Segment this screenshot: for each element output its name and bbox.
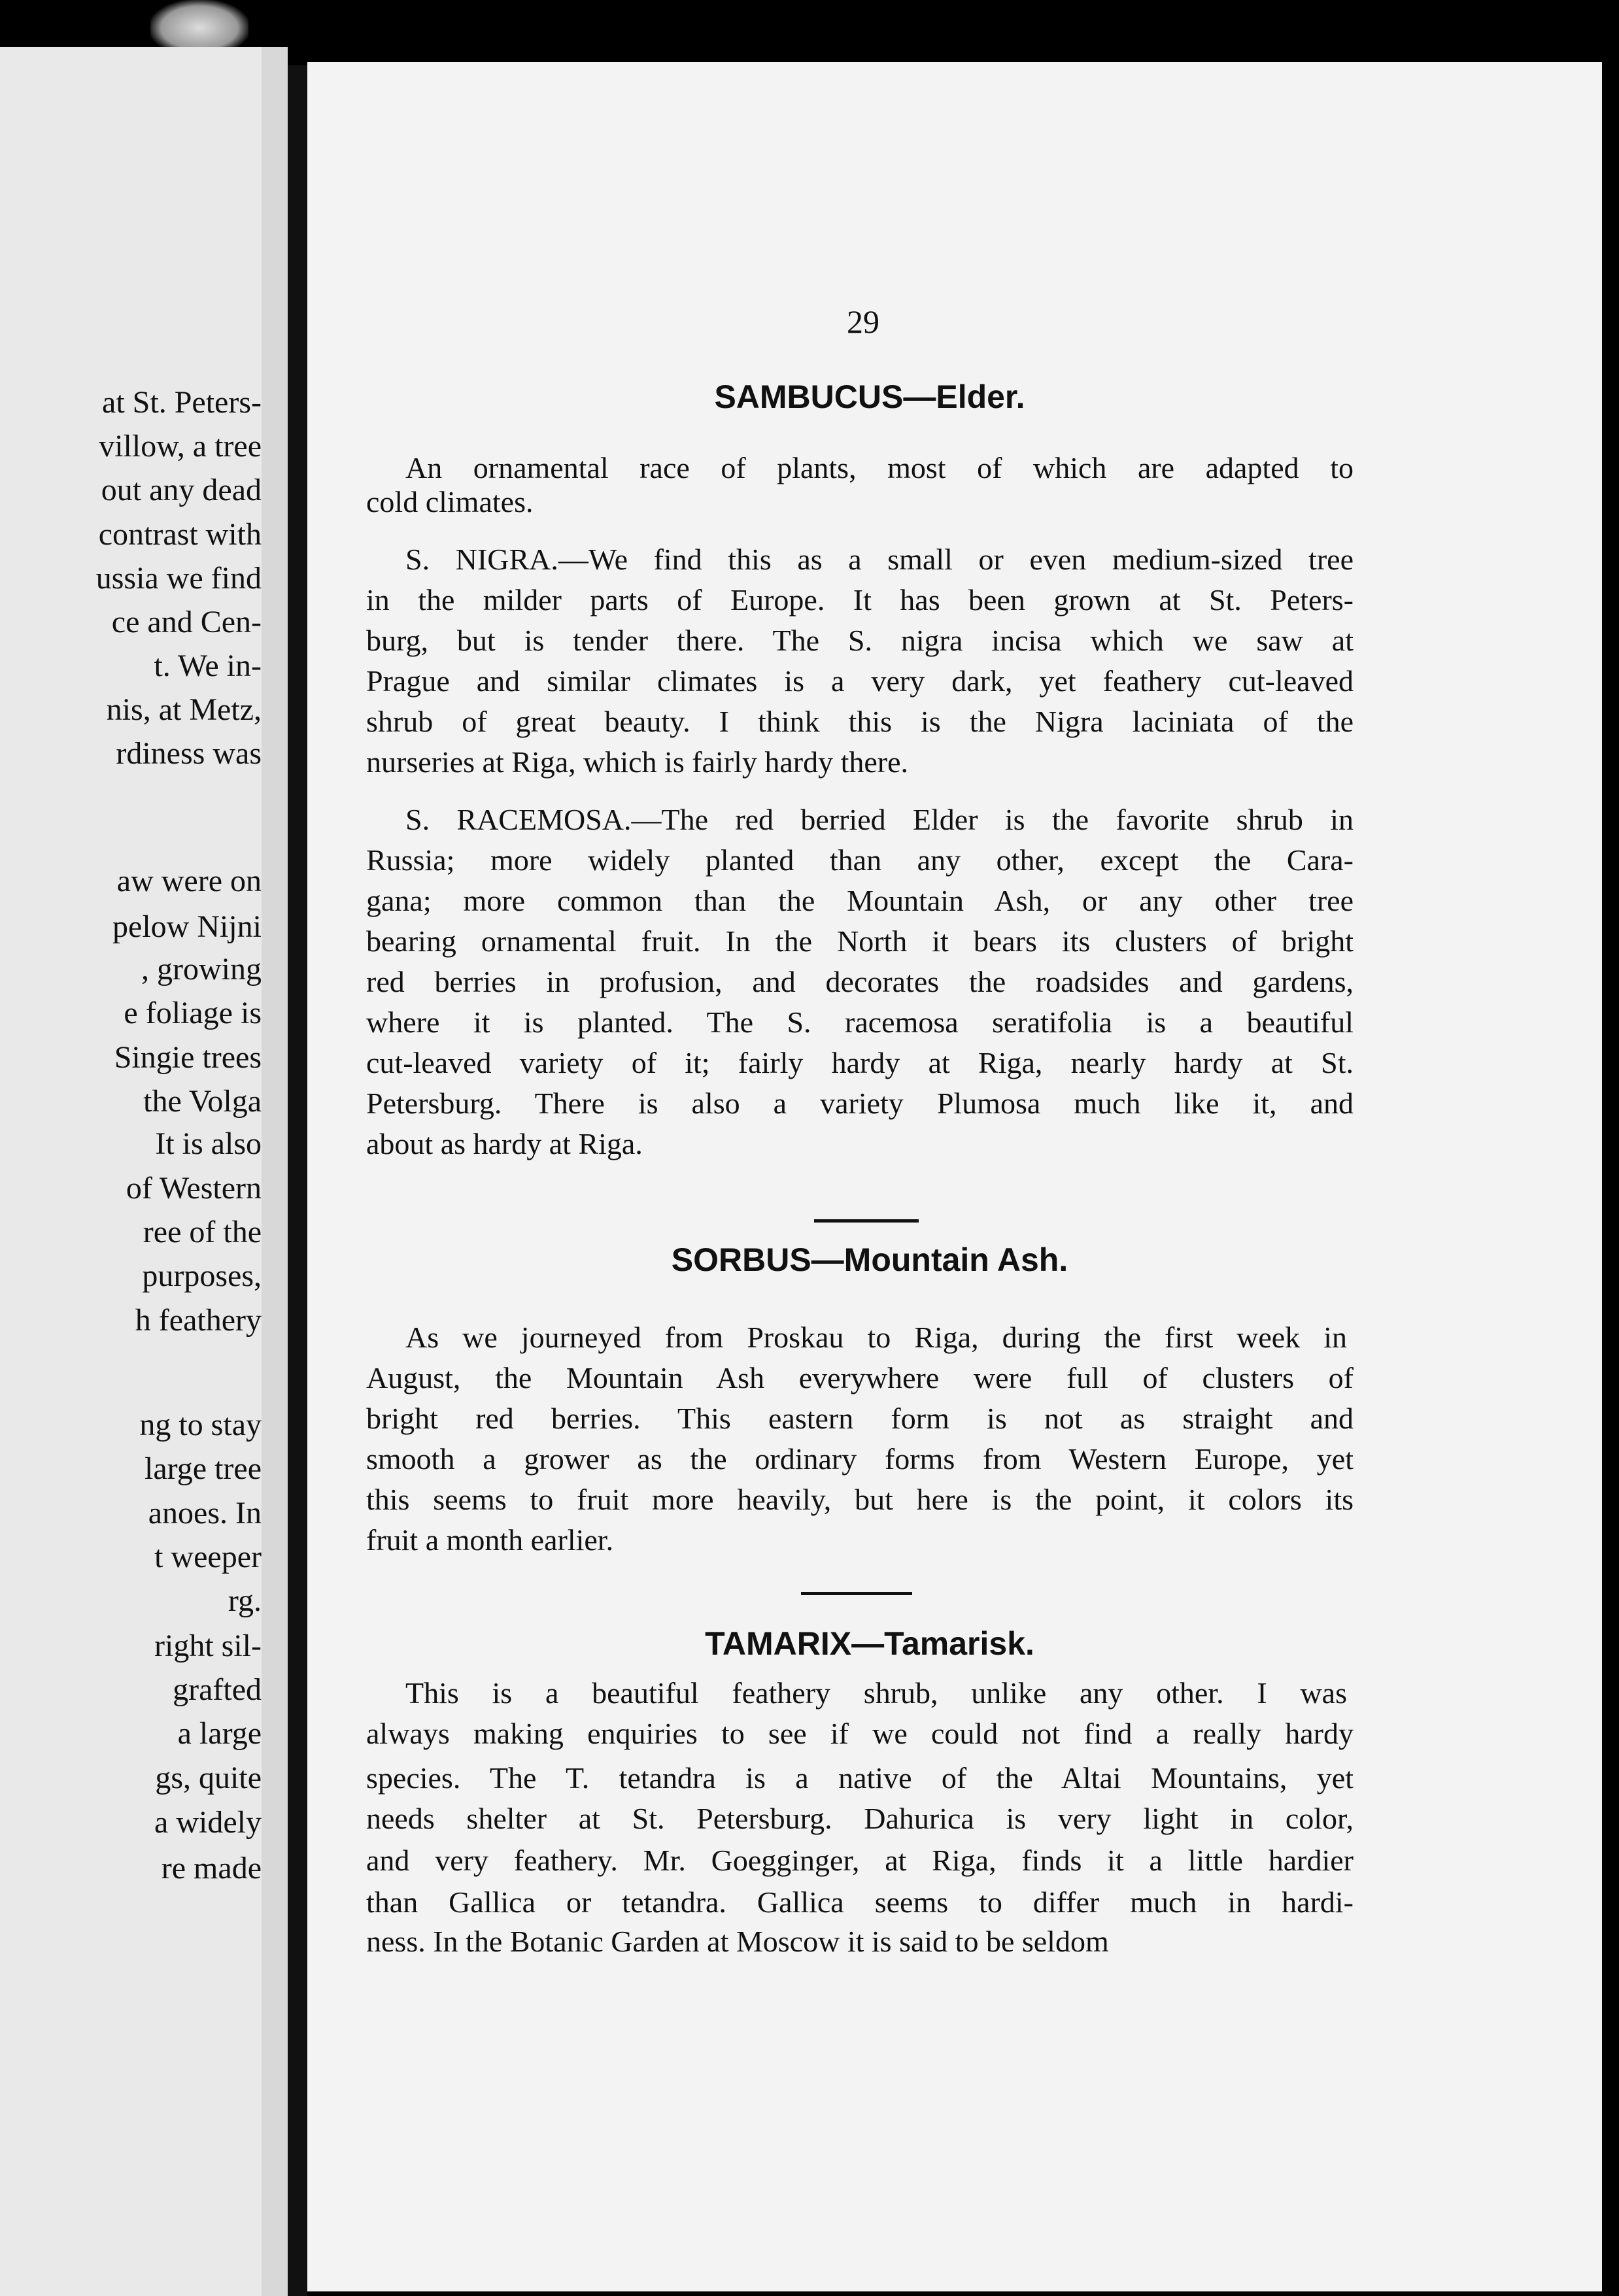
body-text-line: smooth a grower as the ordinary forms from Western Europe, yet bbox=[366, 1442, 1354, 1476]
facing-page-line: It is also bbox=[155, 1126, 262, 1161]
body-text-line: this seems to fruit more heavily, but here is the point, it colors its bbox=[366, 1483, 1354, 1516]
body-text-line: and very feathery. Mr. Goegginger, at Riga, finds it a little hardier bbox=[366, 1844, 1354, 1877]
body-text-line: cold climates. bbox=[366, 485, 534, 518]
facing-page-line: pelow Nijni bbox=[112, 909, 262, 944]
facing-page-line: villow, a tree bbox=[99, 429, 262, 464]
body-text-line: An ornamental race of plants, most of which are adapted to bbox=[405, 451, 1354, 484]
facing-page-line: ussia we find bbox=[95, 561, 262, 596]
facing-page-line: rdiness was bbox=[116, 736, 262, 771]
body-text-line: ness. In the Botanic Garden at Moscow it is said to be seldom bbox=[366, 1925, 1109, 1958]
facing-page-fragment bbox=[0, 47, 262, 2296]
body-text-line: August, the Mountain Ash everywhere were full of clusters of bbox=[366, 1361, 1354, 1394]
body-text-line: bearing ornamental fruit. In the North it bears its clusters of bright bbox=[366, 924, 1354, 958]
facing-page-line: nis, at Metz, bbox=[106, 692, 262, 727]
facing-page-line: at St. Peters- bbox=[102, 385, 262, 420]
facing-page-line: gs, quite bbox=[155, 1761, 262, 1795]
facing-page-line: contrast with bbox=[98, 517, 262, 552]
body-text-line: gana; more common than the Mountain Ash, or any other tree bbox=[366, 884, 1354, 917]
facing-page-line: t. We in- bbox=[154, 649, 262, 683]
body-text-line: always making enquiries to see if we could not find a really hardy bbox=[366, 1717, 1354, 1750]
body-text-line: S. NIGRA.—We find this as a small or even medium-sized tree bbox=[405, 543, 1354, 576]
page-gutter bbox=[262, 47, 288, 2296]
facing-page-line: large tree bbox=[145, 1451, 262, 1486]
section-divider bbox=[801, 1592, 912, 1595]
body-text-line: than Gallica or tetandra. Gallica seems to differ much in hardi- bbox=[366, 1885, 1354, 1919]
page-number: 29 bbox=[847, 303, 879, 340]
body-text-line: Prague and similar climates is a very dark, yet feathery cut-leaved bbox=[366, 664, 1354, 698]
facing-page-line: h feathery bbox=[135, 1303, 262, 1338]
scan-edge bbox=[1602, 62, 1619, 2296]
section-heading-sorbus: SORBUS—Mountain Ash. bbox=[671, 1241, 1068, 1278]
body-text-line: shrub of great beauty. I think this is the Nigra laciniata of the bbox=[366, 705, 1354, 738]
body-text-line: red berries in profusion, and decorates the roadsides and gardens, bbox=[366, 965, 1354, 998]
body-text-line: This is a beautiful feathery shrub, unlike any other. I was bbox=[405, 1676, 1347, 1710]
body-text-line: bright red berries. This eastern form is not as straight and bbox=[366, 1402, 1354, 1435]
section-divider bbox=[814, 1219, 919, 1223]
section-heading-tamarix: TAMARIX—Tamarisk. bbox=[705, 1625, 1034, 1662]
body-text-line: in the milder parts of Europe. It has been grown at St. Peters- bbox=[366, 583, 1354, 616]
body-text-line: species. The T. tetandra is a native of the Altai Mountains, yet bbox=[366, 1761, 1354, 1795]
body-text-line: fruit a month earlier. bbox=[366, 1523, 614, 1557]
body-text-line: Russia; more widely planted than any other, except the Cara- bbox=[366, 843, 1354, 877]
facing-page-line: Singie trees bbox=[114, 1040, 262, 1075]
section-heading-sambucus: SAMBUCUS—Elder. bbox=[714, 379, 1025, 415]
body-text-line: S. RACEMOSA.—The red berried Elder is the favorite shrub in bbox=[405, 803, 1354, 836]
facing-page-line: ce and Cen- bbox=[111, 605, 262, 639]
facing-page-line: grafted bbox=[173, 1672, 262, 1707]
facing-page-line: out any dead bbox=[101, 473, 262, 507]
facing-page-line: the Volga bbox=[143, 1084, 262, 1119]
body-text-line: about as hardy at Riga. bbox=[366, 1127, 643, 1160]
body-text-line: nurseries at Riga, which is fairly hardy there. bbox=[366, 745, 909, 779]
body-text-line: Petersburg. There is also a variety Plumosa much like it, and bbox=[366, 1087, 1354, 1120]
facing-page-line: right sil- bbox=[154, 1629, 262, 1663]
facing-page-line: a large bbox=[177, 1716, 262, 1751]
facing-page-line: ng to stay bbox=[139, 1408, 262, 1442]
facing-page-line: , growing bbox=[141, 952, 262, 987]
body-text-line: As we journeyed from Proskau to Riga, during the first week in bbox=[405, 1321, 1347, 1354]
facing-page-line: aw were on bbox=[116, 864, 262, 898]
body-text-line: needs shelter at St. Petersburg. Dahurica is very light in color, bbox=[366, 1802, 1354, 1835]
facing-page-line: t weeper bbox=[154, 1540, 262, 1574]
facing-page-line: purposes, bbox=[142, 1258, 262, 1293]
body-text-line: burg, but is tender there. The S. nigra incisa which we saw at bbox=[366, 624, 1354, 657]
facing-page-line: ree of the bbox=[143, 1215, 262, 1249]
facing-page-line: rg. bbox=[228, 1583, 262, 1618]
body-text-line: where it is planted. The S. racemosa seratifolia is a beautiful bbox=[366, 1005, 1354, 1039]
binding-shadow bbox=[288, 65, 307, 2296]
facing-page-line: a widely bbox=[154, 1805, 262, 1840]
body-text-line: cut-leaved variety of it; fairly hardy at Riga, nearly hardy at St. bbox=[366, 1046, 1354, 1079]
facing-page-line: re made bbox=[161, 1851, 262, 1885]
facing-page-line: e foliage is bbox=[124, 996, 262, 1030]
facing-page-line: of Western bbox=[126, 1171, 262, 1206]
facing-page-line: anoes. In bbox=[148, 1496, 262, 1530]
